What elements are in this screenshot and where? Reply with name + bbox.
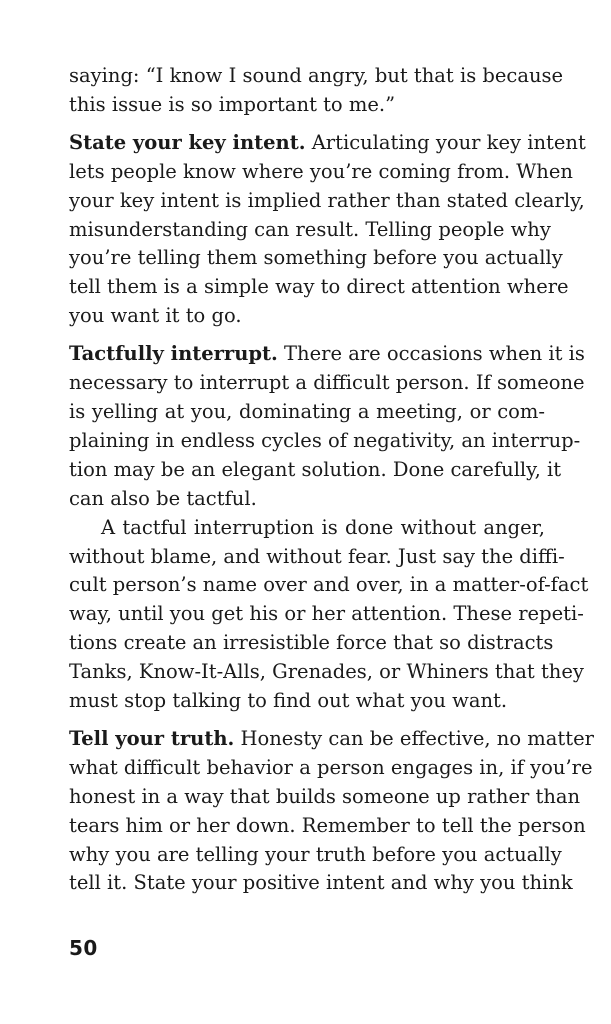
text-line: honest in a way that builds someone up rather than xyxy=(69,784,581,808)
text-line: must stop talking to find out what you want. xyxy=(69,689,508,713)
text-line: is yelling at you, dominating a meeting, or com- xyxy=(69,399,545,423)
text-run: There are occasions when it is xyxy=(277,342,585,366)
text-line: Tanks, Know-It-Alls, Grenades, or Whiners that they xyxy=(69,660,584,684)
text-line: can also be tactful. xyxy=(69,486,257,510)
text-line xyxy=(69,725,594,754)
text-line: tions create an irresistible force that so distracts xyxy=(69,631,554,655)
text-line: lets people know where you’re coming from. When xyxy=(69,159,573,183)
text-line: way, until you get his or her attention. These repeti- xyxy=(69,602,584,626)
paragraph-tactfully-interrupt xyxy=(69,340,585,513)
page-number: 50 xyxy=(69,936,98,960)
text-line: tell them is a simple way to direct attention where xyxy=(69,275,569,299)
text-run: Honesty can be effective, no matter xyxy=(234,726,594,750)
text-line: what difficult behavior a person engages in, if you’re xyxy=(69,755,593,779)
text-line: plaining in endless cycles of negativity, an interrup- xyxy=(69,428,581,452)
paragraph-tell-your-truth xyxy=(69,725,594,898)
text-line: tion may be an elegant solution. Done carefully, it xyxy=(69,457,562,481)
text-line: without blame, and without fear. Just say the diffi- xyxy=(69,544,565,568)
text-run: Articulating your key intent xyxy=(305,130,586,154)
run-in-heading: Tell your truth. xyxy=(69,726,235,750)
text-line xyxy=(69,129,586,158)
page-body xyxy=(69,62,594,898)
text-line: cult person’s name over and over, in a matter-of-fact xyxy=(69,573,589,597)
text-line: you want it to go. xyxy=(69,304,242,328)
run-in-heading: State your key intent. xyxy=(69,130,306,154)
text-line: A tactful interruption is done without anger, xyxy=(101,515,545,539)
paragraph-tactful-interruption xyxy=(69,514,589,716)
text-line: tears him or her down. Remember to tell the person xyxy=(69,813,586,837)
text-line: your key intent is implied rather than stated clearly, xyxy=(69,188,585,212)
text-line: misunderstanding can result. Telling people why xyxy=(69,217,551,241)
paragraph-key-intent xyxy=(69,129,586,331)
text-line: this issue is so important to me.” xyxy=(69,92,396,116)
text-line: tell it. State your positive intent and why you think xyxy=(69,871,573,895)
text-line xyxy=(69,340,585,369)
text-line: saying: “I know I sound angry, but that is because xyxy=(69,64,564,87)
paragraph-continuation xyxy=(69,62,564,120)
run-in-heading: Tactfully interrupt. xyxy=(69,342,278,366)
text-line: why you are telling your truth before you actually xyxy=(69,842,562,866)
text-line: necessary to interrupt a difficult person. If someone xyxy=(69,371,585,395)
text-line: you’re telling them something before you actually xyxy=(69,246,563,270)
